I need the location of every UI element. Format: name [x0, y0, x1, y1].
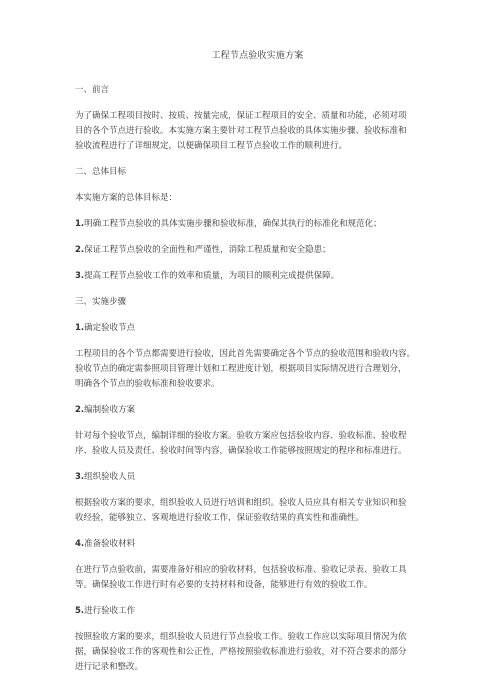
step-line: 据，确保验收工作的客观性和公正性，严格按照验收标准进行验收，对不符合要求的部分 [75, 647, 407, 657]
goal-number: 2. [75, 245, 85, 255]
goal-number: 1. [75, 219, 85, 229]
goal-text: 明确工程节点验收的具体实施步骤和验收标准，确保其执行的标准化和规范化； [84, 219, 382, 229]
step-number: 1. [75, 323, 85, 333]
intro-line: 验收流程进行了详细规定，以便确保项目工程节点验收工作的顺利进行。 [75, 141, 348, 151]
step-line: 等。确保验收工作进行时有必要的支持材料和设备，能够进行有效的验收工作。 [75, 580, 373, 590]
intro-line: 目的各个节点进行验收。本实施方案主要针对工程节点验收的具体实施步骤、验收标准和 [75, 126, 407, 136]
section-heading-intro: 一、前言 [75, 85, 110, 95]
step-number: 5. [75, 606, 85, 616]
step-line: 序、验收人员及责任、验收时间等内容，确保验收工作能够按照规定的程序和标准进行。 [75, 446, 407, 456]
step-title: 进行验收工作 [84, 606, 136, 616]
step-line: 明确各个节点的验收标准和验收要求。 [75, 379, 220, 389]
step-line: 在进行节点验收前，需要准备好相应的验收材料，包括验收标准、验收记录表、验收工具 [75, 565, 407, 575]
intro-paragraph [75, 109, 440, 154]
step-heading [75, 470, 440, 485]
step-heading [75, 321, 440, 336]
goal-text: 提高工程节点验收工作的效率和质量，为项目的顺利完成提供保障。 [84, 271, 340, 281]
goal-item [75, 243, 440, 258]
step-title: 编制验收方案 [84, 405, 136, 415]
goal-item [75, 217, 440, 232]
step-title: 准备验收材料 [84, 539, 136, 549]
step-number: 3. [75, 472, 85, 482]
step-line: 针对每个验收节点，编制详细的验收方案。验收方案应包括验收内容、验收标准、验收程 [75, 431, 407, 441]
step-line: 验收节点的确定需参照项目管理计划和工程进度计划，根据项目实际情况进行合理划分， [75, 364, 407, 374]
step-heading [75, 604, 440, 619]
document-title: 工程节点验收实施方案 [211, 51, 304, 61]
step-title: 确定验收节点 [84, 323, 136, 333]
step-paragraph [75, 496, 440, 526]
step-line: 按照验收方案的要求，组织验收人员进行节点验收工作。验收工作应以实际项目情况为依 [75, 632, 407, 642]
step-number: 4. [75, 539, 85, 549]
step-line: 根据验收方案的要求，组织验收人员进行培训和组织。验收人员应具有相关专业知识和验 [75, 498, 407, 508]
step-line: 工程项目的各个节点都需要进行验收，因此首先需要确定各个节点的验收范围和验收内容。 [75, 349, 416, 359]
step-title: 组织验收人员 [84, 472, 136, 482]
step-paragraph [75, 429, 440, 459]
section-heading-goals: 二、总体目标 [75, 167, 127, 177]
goal-text: 保证工程节点验收的全面性和严谨性，消除工程质量和安全隐患； [84, 245, 331, 255]
step-line: 收经验，能够独立、客观地进行验收工作，保证验收结果的真实性和准确性。 [75, 513, 365, 523]
intro-line: 为了确保工程项目按时、按质、按量完成，保证工程项目的安全、质量和功能，必须对项 [75, 111, 407, 121]
goal-number: 3. [75, 271, 85, 281]
step-heading [75, 403, 440, 418]
goals-lead: 本实施方案的总体目标是： [75, 193, 178, 203]
section-heading-steps: 三、实施步骤 [75, 297, 127, 307]
step-paragraph [75, 563, 440, 593]
step-paragraph [75, 630, 440, 675]
step-heading [75, 537, 440, 552]
step-line: 进行记录和整改。 [75, 662, 144, 672]
step-number: 2. [75, 405, 85, 415]
goal-item [75, 269, 440, 284]
step-paragraph [75, 347, 440, 392]
